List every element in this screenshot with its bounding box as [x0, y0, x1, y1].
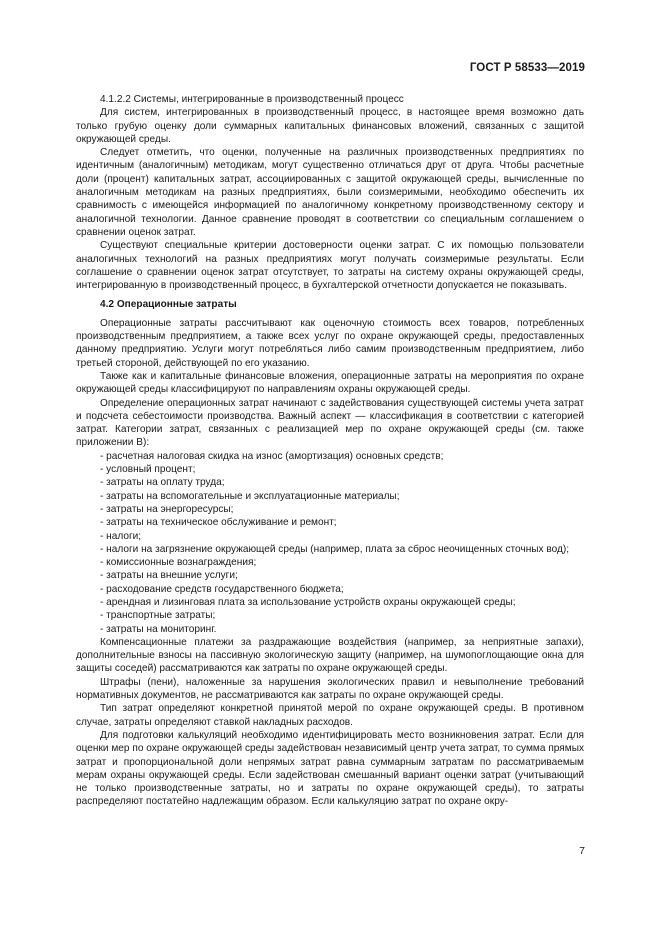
list-item: - затраты на внешние услуги; — [100, 570, 238, 582]
document-body — [76, 93, 584, 809]
list-item: - условный процент; — [100, 464, 196, 476]
section-heading: 4.2 Операционные затраты — [100, 299, 237, 311]
list-item: - затраты на техническое обслуживание и ремонт; — [100, 517, 337, 529]
list-item: - транспортные затраты; — [100, 610, 216, 622]
cost-category-list — [76, 450, 584, 636]
list-item: - затраты на энергоресурсы; — [100, 503, 234, 515]
paragraph: Для систем, интегрированных в производственный процесс, в настоящее время возможно дать только грубую оценку доли суммарных капитальных финансовых вложений, связанных с защитой окружающей среды. — [76, 107, 584, 145]
standard-number: ГОСТ Р 58533—2019 — [469, 62, 585, 74]
paragraph: Для подготовки калькуляций необходимо идентифицировать место возникновения затрат. Если для оценки мер по охране окружающей среды задействован независимый центр учета затрат, то сумма прямых затрат и пропорциональной доли непрямых затрат равна суммарным затратам по рассматриваемым мерам охраны окружающей среды. Если задействован смешанный вариант оценки затрат (учитывающий не только производственные затраты, но и затраты по охране окружающей среды), то затраты распределяют постатейно надлежащим образом. Если калькуляцию затрат по охране окру- — [76, 729, 584, 808]
paragraph: Определение операционных затрат начинают с задействования существующей системы учета затрат и подсчета себестоимости производства. Важный аспект — классификация в соответствии с категорией затрат. Категории затрат, связанных с реализацией мер по охране окружающей среды (см. также приложении В): — [76, 397, 584, 449]
list-item: - налоги на загрязнение окружающей среды (например, плата за сброс неочищенных сточных вод); — [100, 543, 570, 555]
list-item: - расчетная налоговая скидка на износ (амортизация) основных средств; — [100, 450, 444, 462]
paragraph: Операционные затраты рассчитывают как оценочную стоимость всех товаров, потребленных производственным предприятием, а также всех услуг по охране окружающей среды, предоставленных данному предприятию. Услуги могут потребляться либо самим производственным предприятием, либо третьей стороной, действующей по его указанию. — [76, 317, 584, 369]
paragraph: Компенсационные платежи за раздражающие воздействия (например, за неприятные запахи), дополнительные взносы на пассивную экологическую защиту (например, на шумопоглощающие окна для защиты соседей) рассматриваются как затраты по охране окружающей среды. — [76, 636, 584, 675]
list-item: - налоги; — [100, 530, 142, 542]
list-item: - расходование средств государственного бюджета; — [100, 583, 344, 595]
subsection-title: 4.1.2.2 Системы, интегрированные в производственный процесс — [100, 94, 404, 105]
paragraph: Следует отметить, что оценки, полученные на различных производственных предприятиях по идентичным (аналогичным) методикам, могут существенно отличаться друг от друга. Чтобы расчетные доли (процент) капитальных затрат, ассоциированных с защитой окружающей среды, вычисленные по аналогичным методикам на разных предприятиях, были соизмеримыми, необходимо обеспечить их сравнимость с имеющейся информацией по аналогичному конкретному производственному сектору и аналогичной технологии. Данное сравнение проводят в соответствии со специальным соглашением о сравнении оценок затрат. — [76, 147, 584, 238]
list-item: - затраты на мониторинг. — [100, 623, 217, 635]
list-item: - затраты на оплату труда; — [100, 477, 225, 489]
paragraph: Существуют специальные критерии достоверности оценки затрат. С их помощью пользователи аналогичных технологий на разных предприятиях могут получать соизмеримые результаты. Если соглашение о сравнении оценок затрат отсутствует, то затраты на систему охраны окружающей среды, интегрированную в производственный процесс, в бухгалтерской отчетности допускается не показывать. — [76, 240, 584, 292]
paragraph: Тип затрат определяют конкретной принятой мерой по охране окружающей среды. В противном случае, затраты определяют ставкой накладных расходов. — [76, 703, 584, 728]
paragraph: Также как и капитальные финансовые вложения, операционные затраты на мероприятия по охране окружающей среды классифицируют по направлениям охраны окружающей среды. — [76, 370, 584, 396]
paragraph: Штрафы (пени), наложенные за нарушения экологических правил и невыполнение требований нормативных документов, не рассматриваются как затраты по охране окружающей среды. — [76, 676, 584, 702]
list-item: - комиссионные вознаграждения; — [100, 557, 257, 569]
page-number: 7 — [579, 845, 585, 857]
list-item: - затраты на вспомогательные и эксплуатационные материалы; — [100, 490, 400, 502]
list-item: - арендная и лизинговая плата за использование устройств охраны окружающей среды; — [100, 596, 516, 608]
